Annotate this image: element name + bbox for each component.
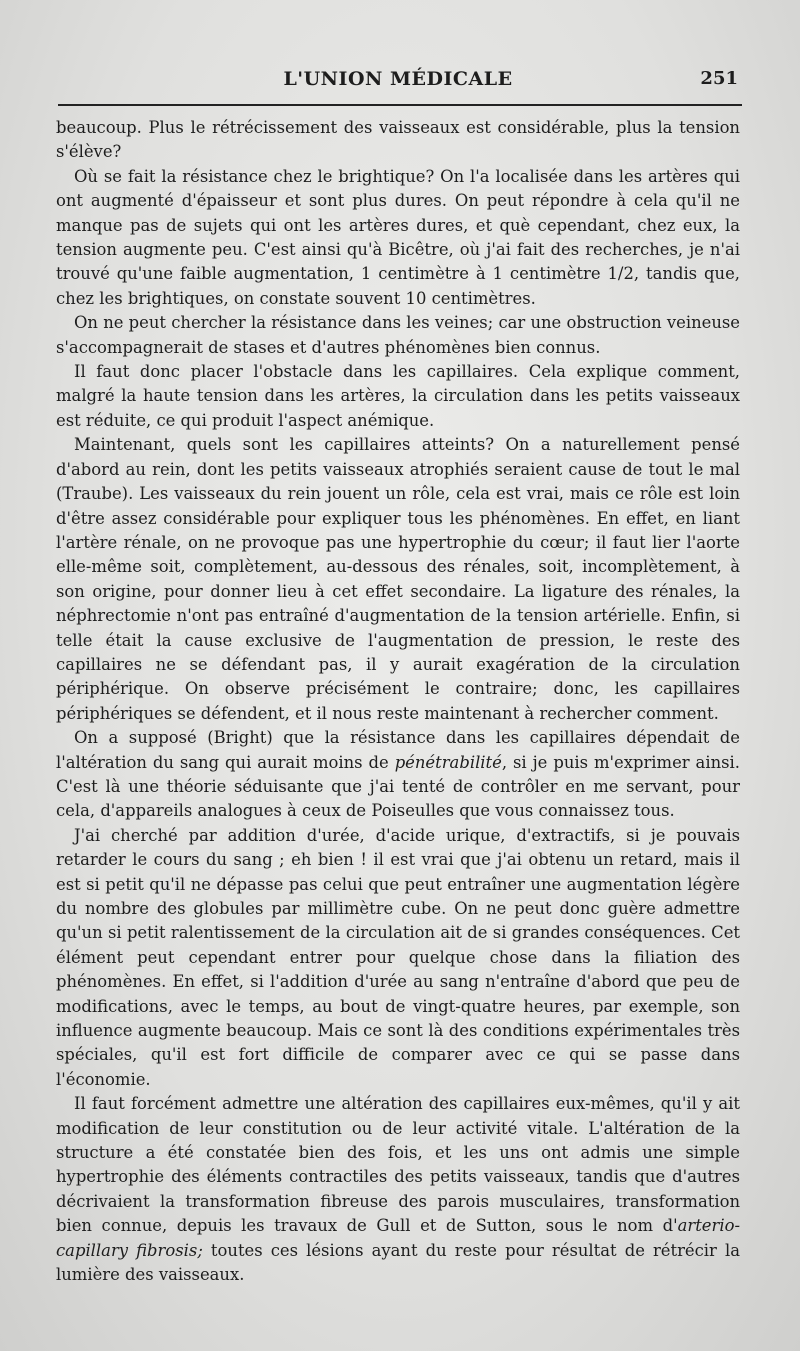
text-run: J'ai cherché par addition d'urée, d'acide urique, d'extractifs, si je pouvais retarder le cours du sang ; eh bien ! il est vrai que j'ai obtenu un retard, mais il est si petit qu'il ne dépasse pas celui que peut entraîner une augmentation légère du nombre des globules par millimètre cube. On ne peut donc guère admettre qu'un si petit ralentissement de la circulation ait de si grandes conséquences. Cet élément peut cependant entrer pour quelque chose dans la filiation des phénomènes. En effet, si l'addition d'urée au sang n'entraîne d'abord que peu de modifications, avec le temps, au bout de vingt-quatre heures, par exemple, son influence augmente beaucoup. Mais ce sont là des conditions expérimentales très spéciales, qu'il est fort difficile de comparer avec ce qui se passe dans l'économie. (56, 825, 740, 1089)
italic-term: pénétrabilité (394, 752, 502, 772)
text-run: Il faut forcément admettre une altération des capillaires eux-mêmes, qu'il y ait modification de leur constitution ou de leur activité vitale. L'altération de la structure a été constatée bien des fois, et les uns ont admis une simple hypertrophie des éléments contractiles des petits vaisseaux, tandis que d'autres décrivaient la transformation fibreuse des parois musculaires, transformation bien connue, depuis les travaux de Gull et de Sutton, sous le nom d' (56, 1094, 740, 1236)
page-header (58, 68, 738, 98)
text-run: beaucoup. Plus le rétrécissement des vaisseaux est considérable, plus la tension s'élève? (56, 118, 740, 162)
text-run: , si je puis m'exprimer ainsi. C'est là une théorie séduisante que j'ai tenté de contrôler en me servant, pour cela, d'appareils analogues à ceux de Poiseulles que vous connaissez tous. (56, 752, 740, 821)
paragraph (56, 116, 740, 165)
body-text (56, 116, 740, 1288)
header-rule (58, 104, 742, 106)
paragraph (56, 726, 740, 824)
text-run: Maintenant, quels sont les capillaires atteints? On a naturellement pensé d'abord au rein, dont les petits vaisseaux atrophiés seraient cause de tout le mal (Traube). Les vaisseaux du rein jouent un rôle, cela est vrai, mais ce rôle est loin d'être assez considérable pour expliquer tous les phénomènes. En effet, en liant l'artère rénale, on ne provoque pas une hypertrophie du cœur; il faut lier l'aorte elle-même soit, complètement, au-dessous des rénales, soit, incomplètement, à son origine, pour donner lieu à cet effet secondaire. La ligature des rénales, la néphrectomie n'ont pas entraîné d'augmentation de la tension artérielle. Enfin, si telle était la cause exclusive de l'augmentation de pression, le reste des capillaires ne se défendant pas, il y aurait exagération de la circulation périphérique. On observe précisément le contraire; donc, les capillaires périphériques se défendent, et il nous reste maintenant à rechercher comment. (56, 435, 740, 723)
paragraph (56, 165, 740, 311)
paragraph (56, 360, 740, 433)
text-run: On a supposé (Bright) que la résistance dans les capillaires dépendait de l'altération du sang qui aurait moins de (56, 728, 740, 772)
paragraph (56, 311, 740, 360)
page-number: 251 (700, 68, 738, 89)
paragraph (56, 433, 740, 726)
paragraph (56, 824, 740, 1092)
paragraph (56, 1092, 740, 1287)
text-run: Où se fait la résistance chez le brightique? On l'a localisée dans les artères qui ont augmenté d'épaisseur et sont plus dures. On peut répondre à cela qu'il ne manque pas de sujets qui ont les artères dures, et què cependant, chez eux, la tension augmente peu. C'est ainsi qu'à Bicêtre, où j'ai fait des recherches, je n'ai trouvé qu'une faible augmentation, 1 centimètre à 1 centimètre 1/2, tandis que, chez les brightiques, on constate souvent 10 centimètres. (56, 166, 740, 308)
running-title: L'UNION MÉDICALE (283, 68, 513, 90)
text-run: toutes ces lésions ayant du reste pour résultat de rétrécir la lumière des vaisseaux. (56, 1240, 740, 1285)
italic-term: arterio-capillary fibrosis; (56, 1216, 740, 1260)
text-run: On ne peut chercher la résistance dans les veines; car une obstruction veineuse s'accompagnerait de stases et d'autres phénomènes bien connus. (56, 313, 740, 357)
text-run: Il faut donc placer l'obstacle dans les capillaires. Cela explique comment, malgré la haute tension dans les artères, la circulation dans les petits vaisseaux est réduite, ce qui produit l'aspect anémique. (56, 362, 740, 430)
